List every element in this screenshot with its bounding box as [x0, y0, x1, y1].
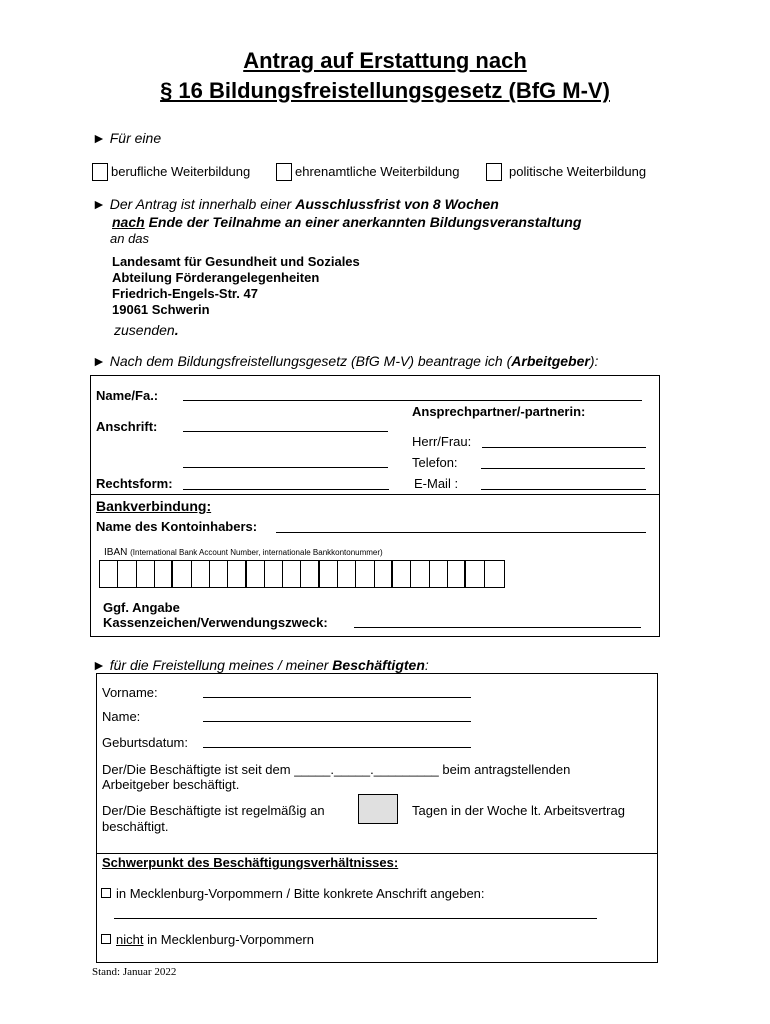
employee-birth-label: Geburtsdatum:: [102, 735, 188, 750]
arrow-icon: ►: [92, 196, 106, 212]
iban-cell[interactable]: [137, 561, 155, 587]
contact-tel-field[interactable]: [481, 468, 645, 469]
deadline-line-1: ► Der Antrag ist innerhalb einer Ausschlussfrist von 8 Wochen: [92, 196, 499, 212]
employee-name-field[interactable]: [203, 721, 471, 722]
reference-label-1: Ggf. Angabe: [103, 600, 180, 615]
employee-name-label: Name:: [102, 709, 141, 724]
checkbox-political[interactable]: [486, 163, 502, 181]
iban-cell[interactable]: [430, 561, 448, 587]
employer-address-field-2[interactable]: [183, 467, 388, 468]
iban-cell[interactable]: [247, 561, 265, 587]
employer-name-label: Name/Fa.:: [96, 388, 159, 403]
iban-cell[interactable]: [356, 561, 374, 587]
reference-field[interactable]: [354, 627, 641, 628]
option-professional-label: berufliche Weiterbildung: [111, 164, 251, 179]
iban-cell[interactable]: [375, 561, 393, 587]
employer-intro: ► Nach dem Bildungsfreistellungsgesetz (BfG M-V) beantrage ich (Arbeitgeber):: [92, 353, 599, 369]
bank-heading: Bankverbindung:: [96, 498, 212, 514]
address-line-1: Landesamt für Gesundheit und Soziales: [112, 254, 360, 269]
iban-cell[interactable]: [283, 561, 301, 587]
iban-cell[interactable]: [265, 561, 283, 587]
address-line-2: Abteilung Förderangelegenheiten: [112, 270, 320, 285]
option-volunteer-label: ehrenamtliche Weiterbildung: [295, 164, 460, 179]
contact-name-field[interactable]: [482, 447, 646, 448]
regular-days-label-1: Der/Die Beschäftigte ist regelmäßig an: [102, 803, 325, 818]
checkbox-volunteer[interactable]: [276, 163, 292, 181]
for-a-label: Für eine: [109, 130, 162, 146]
option-not-mv: nicht in Mecklenburg-Vorpommern: [101, 932, 314, 947]
iban-cell[interactable]: [228, 561, 246, 587]
option-political-label: politische Weiterbildung: [509, 164, 647, 179]
iban-cell[interactable]: [338, 561, 356, 587]
iban-cell[interactable]: [393, 561, 411, 587]
iban-cell[interactable]: [155, 561, 173, 587]
iban-cell[interactable]: [210, 561, 228, 587]
days-per-week-field[interactable]: [358, 794, 398, 824]
focus-divider: [96, 853, 658, 854]
checkbox-mv[interactable]: [101, 888, 111, 898]
employed-since-text: Der/Die Beschäftigte ist seit dem _____._____._________ beim antragstellenden: [102, 762, 571, 777]
iban-field[interactable]: [99, 560, 505, 588]
account-holder-label: Name des Kontoinhabers:: [96, 519, 258, 534]
arrow-icon: ►: [92, 657, 106, 673]
iban-cell[interactable]: [192, 561, 210, 587]
iban-cell[interactable]: [118, 561, 136, 587]
title-line-1: Antrag auf Erstattung nach: [243, 48, 527, 73]
iban-cell[interactable]: [100, 561, 118, 587]
address-line-3: Friedrich-Engels-Str. 47: [112, 286, 258, 301]
account-holder-field[interactable]: [276, 532, 646, 533]
arrow-icon: ►: [92, 353, 106, 369]
iban-cell[interactable]: [411, 561, 429, 587]
focus-heading: Schwerpunkt des Beschäftigungsverhältnisses:: [102, 855, 399, 870]
mv-address-field[interactable]: [114, 918, 597, 919]
deadline-line-3: an das: [110, 231, 150, 246]
reference-label-2: Kassenzeichen/Verwendungszweck:: [103, 615, 328, 630]
arrow-icon: ►: [92, 130, 106, 146]
regular-days-label-2: beschäftigt.: [102, 819, 169, 834]
footer-status: Stand: Januar 2022: [92, 966, 177, 978]
contact-herr-label: Herr/Frau:: [412, 434, 472, 449]
iban-cell[interactable]: [466, 561, 484, 587]
contact-heading: Ansprechpartner/-partnerin:: [412, 404, 586, 419]
legal-form-label: Rechtsform:: [96, 476, 173, 491]
contact-email-field[interactable]: [481, 489, 646, 490]
employer-name-field[interactable]: [183, 400, 642, 401]
deadline-line-2: nach Ende der Teilnahme an einer anerkannten Bildungsveranstaltung: [112, 214, 582, 230]
checkbox-not-mv[interactable]: [101, 934, 111, 944]
employee-birth-field[interactable]: [203, 747, 471, 748]
employer-address-label: Anschrift:: [96, 419, 158, 434]
employee-firstname-field[interactable]: [203, 697, 471, 698]
employee-firstname-label: Vorname:: [102, 685, 158, 700]
title-line-2: § 16 Bildungsfreistellungsgesetz (BfG M-V): [160, 78, 610, 103]
option-mv: in Mecklenburg-Vorpommern / Bitte konkrete Anschrift angeben:: [101, 886, 485, 901]
checkbox-professional[interactable]: [92, 163, 108, 181]
days-per-week-text: Tagen in der Woche lt. Arbeitsvertrag: [412, 803, 625, 818]
employee-intro: ► für die Freistellung meines / meiner Beschäftigten:: [92, 657, 429, 673]
for-a-line: [92, 130, 161, 146]
iban-cell[interactable]: [320, 561, 338, 587]
iban-label: IBAN (International Bank Account Number, internationale Bankkontonummer): [104, 547, 383, 558]
iban-cell[interactable]: [173, 561, 191, 587]
bank-divider: [90, 494, 660, 495]
iban-cell[interactable]: [302, 561, 320, 587]
iban-cell[interactable]: [448, 561, 466, 587]
send-text: zusenden.: [114, 322, 179, 338]
contact-email-label: E-Mail :: [414, 476, 459, 491]
address-line-4: 19061 Schwerin: [112, 302, 210, 317]
contact-tel-label: Telefon:: [412, 455, 458, 470]
employer-address-field-1[interactable]: [183, 431, 388, 432]
employed-since-text-2: Arbeitgeber beschäftigt.: [102, 777, 240, 792]
legal-form-field[interactable]: [183, 489, 389, 490]
